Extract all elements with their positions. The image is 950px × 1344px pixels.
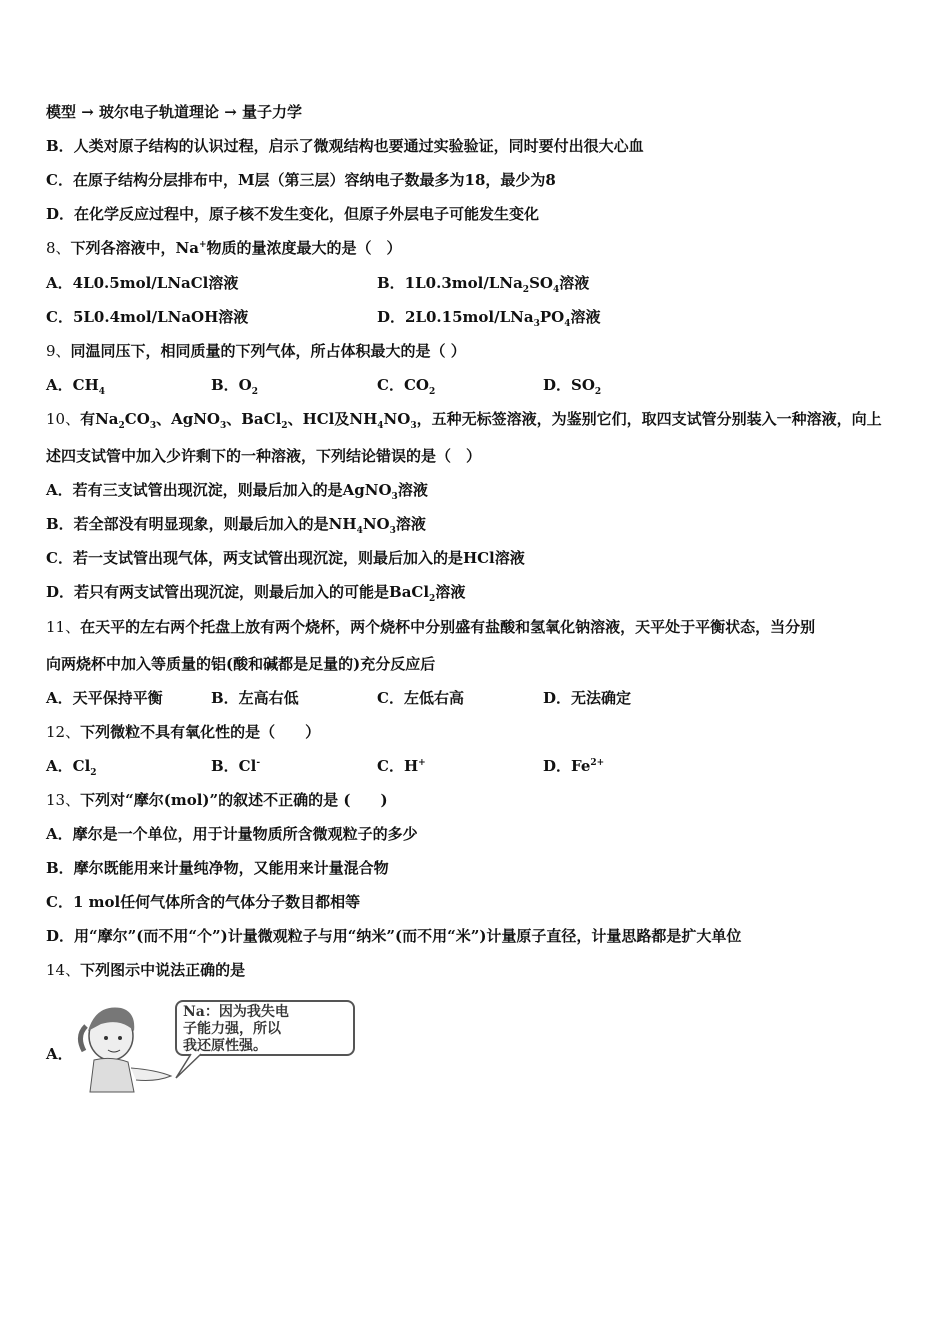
cartoon-illustration (76, 996, 366, 1094)
text-segment: 述四支试管中加入少许剩下的一种溶液，下列结论错误的是（ ） (46, 447, 482, 465)
text-segment: B．摩尔既能用来计量纯净物，又能用来计量混合物 (46, 859, 389, 877)
text-segment: B．O (211, 376, 252, 394)
option-text (377, 272, 589, 294)
option-text (46, 857, 389, 879)
option-text (46, 925, 741, 947)
text-segment: CO (124, 410, 150, 428)
text-segment: 模型 → 玻尔电子轨道理论 → 量子力学 (46, 103, 303, 121)
option-text (46, 374, 105, 396)
text-segment: 下列微粒不具有氧化性的是（ ） (80, 723, 321, 741)
option-text (46, 721, 320, 743)
text-segment: 、BaCl (226, 410, 282, 428)
text-segment: ，五种无标签溶液，为鉴别它们，取四支试管分别装入一种溶液，向上 (416, 410, 882, 428)
text-segment: D．用“摩尔”(而不用“个”)计量微观粒子与用“纳米”(而不用“米”)计量原子直径，计量思路都是扩大单位 (46, 927, 742, 945)
subscript: 3 (219, 421, 227, 431)
text-segment: C．左低右高 (377, 689, 464, 707)
option-text (46, 687, 163, 709)
question-number: 8、 (46, 239, 71, 257)
subscript: 4 (564, 319, 571, 329)
subscript: 3 (410, 421, 417, 431)
question-number: 13、 (46, 791, 81, 809)
text-segment: A．Cl (46, 757, 91, 775)
text-segment: D．2L0.15mol/LNa (377, 308, 534, 326)
option-text (543, 755, 604, 777)
option-text (46, 755, 97, 777)
option-text (46, 513, 426, 535)
subscript: 2 (429, 594, 436, 604)
text-segment: A．CH (46, 376, 99, 394)
supscript: 2+ (590, 758, 605, 768)
subscript: 4 (552, 285, 560, 295)
subscript: 3 (391, 492, 398, 502)
option-text (46, 408, 882, 430)
text-segment: 溶液 (395, 515, 426, 533)
option-text (46, 789, 388, 811)
text-segment: D．SO (543, 376, 595, 394)
speech-bubble-tail-icon (171, 1052, 211, 1082)
text-segment: 下列各溶液中，Na (70, 239, 199, 257)
question-number: 9、 (46, 342, 71, 360)
text-segment: B．1L0.3mol/LNa (377, 274, 523, 292)
option-text (377, 306, 600, 328)
option-text (543, 687, 631, 709)
text-segment: C．CO (377, 376, 429, 394)
option-text (46, 101, 302, 123)
text-segment: 在天平的左右两个托盘上放有两个烧杯，两个烧杯中分别盛有盐酸和氢氧化钠溶液，天平处于平衡状态，当分别 (80, 618, 816, 636)
text-segment: A．摩尔是一个单位，用于计量物质所含微观粒子的多少 (46, 825, 418, 843)
option-text (211, 687, 299, 709)
option-text (46, 340, 466, 362)
option-text (377, 374, 435, 396)
subscript: 2 (594, 387, 602, 397)
text-segment: SO (529, 274, 553, 292)
option-text (46, 653, 435, 675)
girl-cartoon-icon (76, 996, 176, 1094)
subscript: 2 (522, 285, 530, 295)
question-number: 11、 (46, 618, 81, 636)
option-text (543, 374, 601, 396)
text-segment: 溶液 (435, 583, 466, 601)
text-segment: 下列图示中说法正确的是 (80, 961, 246, 979)
option-text (46, 169, 556, 191)
text-segment: C．H (377, 757, 419, 775)
option-text (46, 445, 481, 467)
text-segment: A．天平保持平衡 (46, 689, 163, 707)
option-text (46, 135, 644, 157)
text-segment: 溶液 (397, 481, 428, 499)
text-segment: C．在原子结构分层排布中，M层（第三层）容纳电子数最多为18，最少为8 (46, 171, 556, 189)
option-text (377, 687, 464, 709)
subscript: 2 (251, 387, 259, 397)
text-segment: D．无法确定 (543, 689, 632, 707)
text-segment: 同温同压下，相同质量的下列气体，所占体积最大的是（ ） (70, 342, 466, 360)
option-text (377, 755, 426, 777)
option-text (46, 237, 402, 259)
option-text (211, 755, 260, 777)
subscript: 3 (389, 526, 396, 536)
subscript: 2 (118, 421, 125, 431)
option-text (46, 823, 418, 845)
subscript: 4 (98, 387, 106, 397)
option-text (46, 581, 465, 603)
text-segment: C．若一支试管出现气体，两支试管出现沉淀，则最后加入的是HCl溶液 (46, 549, 525, 567)
supscript: - (256, 758, 261, 768)
text-segment: 溶液 (570, 308, 601, 326)
text-segment: 、HCl及NH (287, 410, 378, 428)
text-segment: 有Na (80, 410, 119, 428)
subscript: 3 (533, 319, 540, 329)
question-number: 14、 (46, 961, 81, 979)
subscript: 2 (90, 768, 97, 778)
text-segment: B．若全部没有明显现象，则最后加入的是NH (46, 515, 357, 533)
text-segment: 溶液 (559, 274, 590, 292)
speech-bubble: Na：因为我失电 子能力强，所以 我还原性强。 (175, 1000, 355, 1056)
option-text (46, 616, 815, 638)
text-segment: A．4L0.5mol/LNaCl溶液 (46, 274, 239, 292)
subscript: 3 (149, 421, 157, 431)
text-segment: D．Fe (543, 757, 591, 775)
text-segment: 向两烧杯中加入等质量的铝(酸和碱都是足量的)充分反应后 (46, 655, 436, 673)
text-segment: PO (539, 308, 565, 326)
option-text (46, 306, 248, 328)
option-text (46, 203, 539, 225)
subscript: 2 (428, 387, 436, 397)
option-text (46, 891, 360, 913)
question-number: 10、 (46, 410, 81, 428)
supscript: + (198, 240, 207, 250)
text-segment: D．若只有两支试管出现沉淀，则最后加入的可能是BaCl (46, 583, 430, 601)
subscript: 4 (356, 526, 363, 536)
text-segment: B．左高右低 (211, 689, 299, 707)
text-segment: 物质的量浓度最大的是（ ） (206, 239, 402, 257)
supscript: + (418, 758, 426, 768)
option-label: A． (46, 1045, 73, 1063)
option-text (46, 547, 525, 569)
text-segment: 下列对“摩尔(mol)”的叙述不正确的是 ( ) (80, 791, 388, 809)
subscript: 2 (281, 421, 288, 431)
text-segment: B．人类对原子结构的认识过程，启示了微观结构也要通过实验验证，同时要付出很大心血 (46, 137, 644, 155)
text-segment: NO (362, 515, 390, 533)
text-segment: 、AgNO (156, 410, 220, 428)
text-segment: NO (383, 410, 411, 428)
text-segment: B．Cl (211, 757, 257, 775)
option-text (46, 959, 245, 981)
subscript: 4 (377, 421, 384, 431)
text-segment: C．1 mol任何气体所含的气体分子数目都相等 (46, 893, 361, 911)
question-number: 12、 (46, 723, 81, 741)
text-segment: A．若有三支试管出现沉淀，则最后加入的是AgNO (46, 481, 392, 499)
option-text (211, 374, 258, 396)
text-segment: C．5L0.4mol/LNaOH溶液 (46, 308, 249, 326)
text-segment: D．在化学反应过程中，原子核不发生变化，但原子外层电子可能发生变化 (46, 205, 540, 223)
option-text (46, 479, 428, 501)
option-text (46, 272, 238, 294)
